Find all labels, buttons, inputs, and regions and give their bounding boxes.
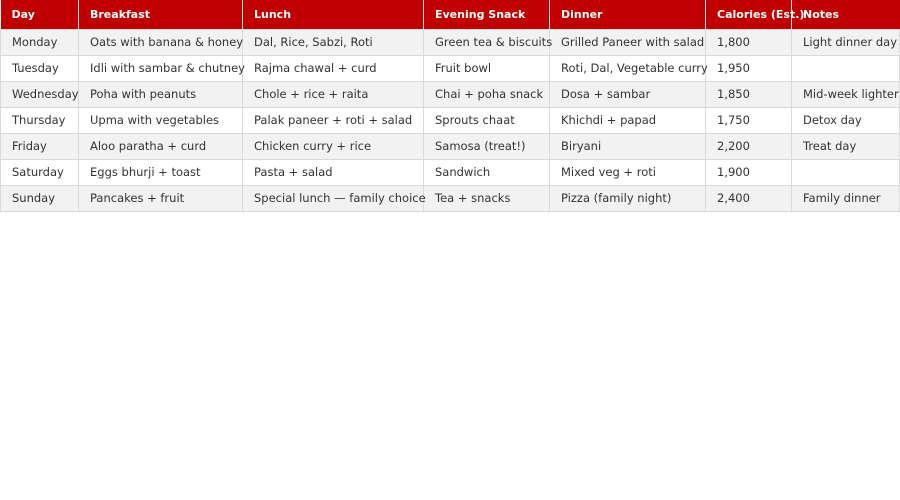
table-row	[1, 159, 900, 185]
header-notes[interactable]: Notes	[792, 0, 900, 29]
cell-day[interactable]: Friday	[1, 133, 79, 159]
cell-lunch[interactable]: Chole + rice + raita	[243, 81, 424, 107]
cell-notes[interactable]: Mid-week lighter	[792, 81, 900, 107]
header-row	[1, 0, 900, 29]
cell-day[interactable]: Wednesday	[1, 81, 79, 107]
header-lunch[interactable]: Lunch	[243, 0, 424, 29]
cell-notes[interactable]	[792, 55, 900, 81]
cell-breakfast[interactable]: Oats with banana & honey	[79, 29, 243, 55]
cell-day[interactable]: Sunday	[1, 185, 79, 211]
cell-evening-snack[interactable]: Fruit bowl	[424, 55, 550, 81]
cell-notes[interactable]: Light dinner day	[792, 29, 900, 55]
cell-calories[interactable]: 1,850	[706, 81, 792, 107]
cell-lunch[interactable]: Palak paneer + roti + salad	[243, 107, 424, 133]
cell-lunch[interactable]: Dal, Rice, Sabzi, Roti	[243, 29, 424, 55]
cell-evening-snack[interactable]: Sandwich	[424, 159, 550, 185]
table-row	[1, 185, 900, 211]
cell-evening-snack[interactable]: Tea + snacks	[424, 185, 550, 211]
cell-dinner[interactable]: Pizza (family night)	[550, 185, 706, 211]
table-row	[1, 81, 900, 107]
cell-lunch[interactable]: Chicken curry + rice	[243, 133, 424, 159]
cell-evening-snack[interactable]: Sprouts chaat	[424, 107, 550, 133]
cell-breakfast[interactable]: Eggs bhurji + toast	[79, 159, 243, 185]
cell-day[interactable]: Monday	[1, 29, 79, 55]
cell-dinner[interactable]: Khichdi + papad	[550, 107, 706, 133]
cell-evening-snack[interactable]: Chai + poha snack	[424, 81, 550, 107]
cell-breakfast[interactable]: Poha with peanuts	[79, 81, 243, 107]
header-breakfast[interactable]: Breakfast	[79, 0, 243, 29]
cell-breakfast[interactable]: Idli with sambar & chutney	[79, 55, 243, 81]
table-row	[1, 29, 900, 55]
cell-dinner[interactable]: Dosa + sambar	[550, 81, 706, 107]
cell-lunch[interactable]: Special lunch — family choice	[243, 185, 424, 211]
header-calories[interactable]: Calories (Est.)	[706, 0, 792, 29]
table-row	[1, 133, 900, 159]
cell-evening-snack[interactable]: Green tea & biscuits	[424, 29, 550, 55]
table-header	[1, 0, 900, 29]
cell-notes[interactable]: Family dinner	[792, 185, 900, 211]
cell-dinner[interactable]: Grilled Paneer with salad	[550, 29, 706, 55]
cell-dinner[interactable]: Mixed veg + roti	[550, 159, 706, 185]
cell-breakfast[interactable]: Upma with vegetables	[79, 107, 243, 133]
cell-notes[interactable]	[792, 159, 900, 185]
cell-notes[interactable]: Treat day	[792, 133, 900, 159]
cell-lunch[interactable]: Pasta + salad	[243, 159, 424, 185]
cell-calories[interactable]: 2,400	[706, 185, 792, 211]
cell-calories[interactable]: 1,750	[706, 107, 792, 133]
table-row	[1, 55, 900, 81]
cell-day[interactable]: Saturday	[1, 159, 79, 185]
meal-plan-table	[0, 0, 900, 212]
header-day[interactable]: Day	[1, 0, 79, 29]
cell-calories[interactable]: 1,800	[706, 29, 792, 55]
table-row	[1, 107, 900, 133]
cell-calories[interactable]: 1,950	[706, 55, 792, 81]
cell-day[interactable]: Tuesday	[1, 55, 79, 81]
cell-calories[interactable]: 1,900	[706, 159, 792, 185]
cell-dinner[interactable]: Roti, Dal, Vegetable curry	[550, 55, 706, 81]
cell-breakfast[interactable]: Aloo paratha + curd	[79, 133, 243, 159]
header-dinner[interactable]: Dinner	[550, 0, 706, 29]
header-evening-snack[interactable]: Evening Snack	[424, 0, 550, 29]
table-body	[1, 29, 900, 211]
cell-breakfast[interactable]: Pancakes + fruit	[79, 185, 243, 211]
cell-evening-snack[interactable]: Samosa (treat!)	[424, 133, 550, 159]
cell-calories[interactable]: 2,200	[706, 133, 792, 159]
cell-day[interactable]: Thursday	[1, 107, 79, 133]
cell-notes[interactable]: Detox day	[792, 107, 900, 133]
cell-lunch[interactable]: Rajma chawal + curd	[243, 55, 424, 81]
cell-dinner[interactable]: Biryani	[550, 133, 706, 159]
